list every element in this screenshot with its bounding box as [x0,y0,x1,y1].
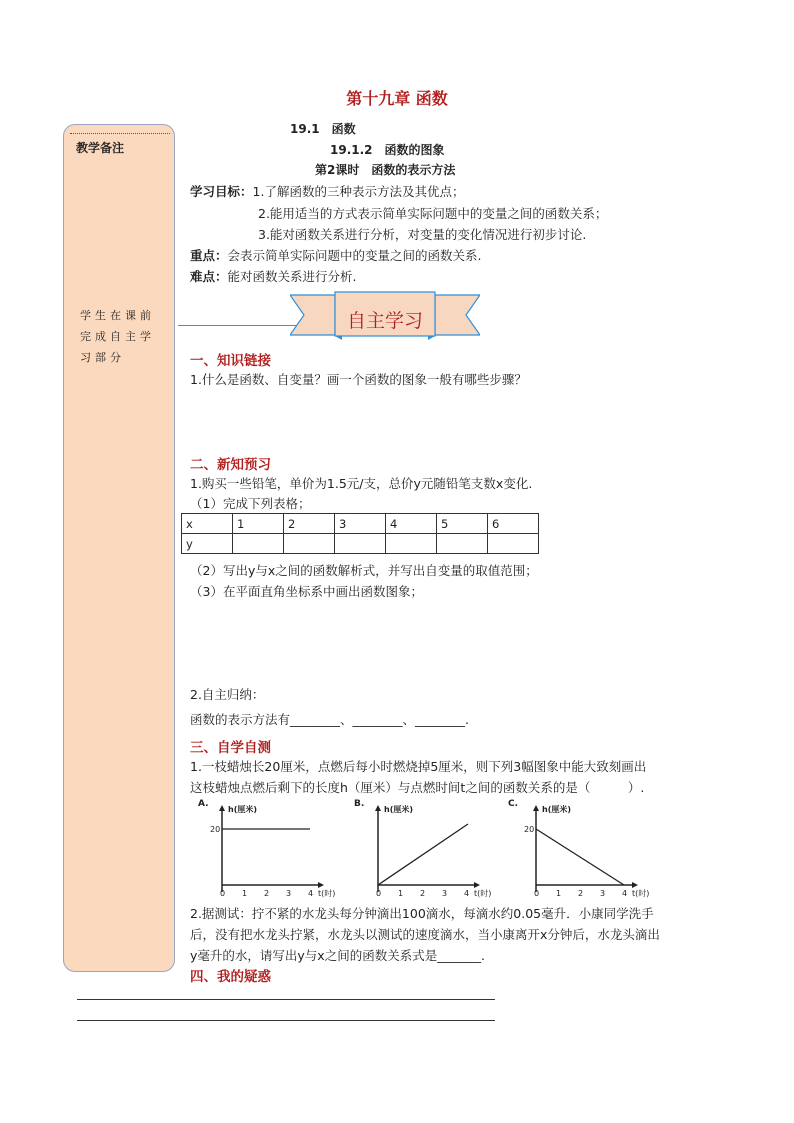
svg-text:0: 0 [220,889,226,898]
banner-text: 自主学习 [346,310,423,332]
summary-text: 函数的表示方法有________、________、________. [190,712,469,727]
table-cell: 4 [386,514,437,534]
question-text: 这枝蜡烛点燃后剩下的长度h（厘米）与点燃时间t之间的函数关系的是（ ）. [190,780,645,795]
table-cell[interactable] [386,534,437,554]
svg-text:3: 3 [442,889,448,898]
question-text: 2.据测试：拧不紧的水龙头每分钟滴出100滴水，每滴水约0.05毫升．小康同学洗手 [190,906,654,921]
table-cell: 5 [437,514,488,534]
lesson-section: 19.1 函数 [290,122,356,136]
svg-text:t(时): t(时) [632,889,650,898]
table-cell: 1 [233,514,284,534]
svg-text:B.: B. [354,799,365,809]
svg-text:t(时): t(时) [474,889,492,898]
svg-text:h(厘米): h(厘米) [228,805,258,814]
graph-a [198,799,335,898]
section-heading: 二、新知预习 [190,457,271,473]
svg-text:1: 1 [556,889,562,898]
svg-text:2: 2 [264,889,270,898]
difficulty-text: 能对函数关系进行分析. [227,269,357,284]
table-row [182,534,539,554]
difficulty [190,267,357,285]
answer-line [77,1020,495,1021]
svg-text:h(厘米): h(厘米) [384,805,414,814]
goal-item: 3.能对函数关系进行分析，对变量的变化情况进行初步讨论. [258,227,587,242]
section-heading: 一、知识链接 [190,353,271,369]
table-cell: x [182,514,233,534]
table-cell: 6 [488,514,539,534]
table-cell: 3 [335,514,386,534]
lesson-subsection: 19.1.2 函数的图象 [330,143,445,157]
svg-text:0: 0 [534,889,540,898]
graph-options [190,797,690,902]
xy-table [181,513,539,554]
goal-item: 2.能用适当的方式表示简单实际问题中的变量之间的函数关系； [258,206,608,221]
question-part: （3）在平面直角坐标系中画出函数图象； [190,584,423,599]
question-text: 1.购买一些铅笔，单价为1.5元/支，总价y元随铅笔支数x变化. [190,476,533,491]
page-title: 第十九章 函数 [346,89,448,108]
svg-text:1: 1 [242,889,248,898]
answer-line [77,999,495,1000]
svg-text:20: 20 [210,825,221,834]
svg-text:2: 2 [578,889,584,898]
goals-label: 学习目标： [190,184,253,199]
question-text: y毫升的水，请写出y与x之间的函数关系式是_______. [190,948,485,963]
table-cell: 2 [284,514,335,534]
graph-c [508,799,649,898]
question-text: 1.什么是函数、自变量？画一个函数的图象一般有哪些步骤？ [190,372,527,387]
sidebar-notes-panel [63,124,175,972]
summary-label: 2.自主归纳： [190,687,265,702]
key-point-label: 重点： [190,248,228,263]
table-cell[interactable] [233,534,284,554]
goal-item: 1.了解函数的三种表示方法及其优点； [252,184,465,199]
sidebar-note: 学生在课前完成自主学习部分 [80,309,155,364]
svg-text:4: 4 [308,889,314,898]
section-heading: 四、我的疑惑 [190,969,271,985]
difficulty-label: 难点： [190,269,228,284]
table-cell[interactable] [335,534,386,554]
graph-b [354,799,491,898]
key-point [190,246,482,264]
table-row [182,514,539,534]
svg-text:2: 2 [420,889,426,898]
question-text: 后，没有把水龙头拧紧，水龙头以测试的速度滴水，当小康离开x分钟后，水龙头滴出 [190,927,660,942]
key-point-text: 会表示简单实际问题中的变量之间的函数关系. [227,248,482,263]
table-cell[interactable] [488,534,539,554]
svg-text:1: 1 [398,889,404,898]
table-cell[interactable] [437,534,488,554]
svg-text:h(厘米): h(厘米) [542,805,572,814]
graph-label: A. [198,799,209,809]
lesson-period: 第2课时 函数的表示方法 [315,163,456,177]
svg-text:0: 0 [376,889,382,898]
svg-text:4: 4 [622,889,628,898]
svg-text:3: 3 [600,889,606,898]
svg-text:t(时): t(时) [318,889,336,898]
question-text: 1.一枝蜡烛长20厘米，点燃后每小时燃烧掉5厘米，则下列3幅图象中能大致刻画出 [190,759,647,774]
sidebar-divider [70,133,170,134]
question-part: （1）完成下列表格； [190,496,311,511]
table-cell: y [182,534,233,554]
sidebar-heading: 教学备注 [76,141,125,155]
section-heading: 三、自学自测 [190,740,271,756]
svg-text:20: 20 [524,825,535,834]
svg-text:4: 4 [464,889,470,898]
table-cell[interactable] [284,534,335,554]
goals-block [190,182,464,200]
svg-text:3: 3 [286,889,292,898]
svg-text:C.: C. [508,799,519,809]
question-part: （2）写出y与x之间的函数解析式，并写出自变量的取值范围； [190,563,538,578]
